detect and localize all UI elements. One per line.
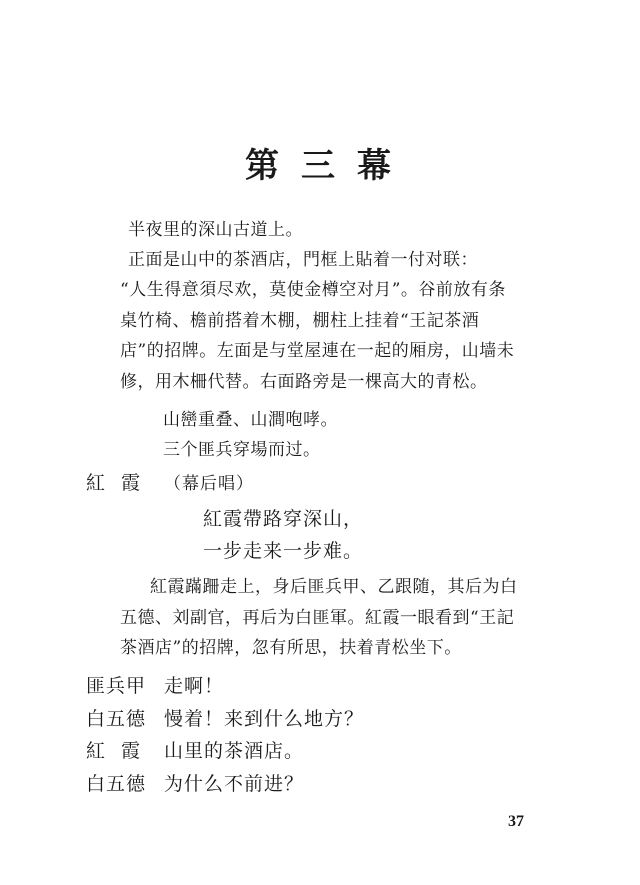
stage-direction-description-first: 正面是山中的茶酒店，門框上貼着一付对联： bbox=[128, 250, 478, 270]
song-cue bbox=[86, 467, 254, 500]
dialogue-line bbox=[86, 703, 364, 735]
stage-direction-soldiers: 三个匪兵穿場而过。 bbox=[163, 440, 321, 460]
speaker-name: 白五德 bbox=[86, 708, 147, 730]
song-tag: （幕后唱） bbox=[164, 474, 255, 494]
sung-line: 紅霞帶路穿深山， bbox=[203, 508, 364, 530]
dialogue-line bbox=[86, 670, 224, 702]
speaker-name: 白五德 bbox=[86, 773, 147, 795]
stage-direction-setting: 半夜里的深山古道上。 bbox=[128, 220, 303, 240]
dialogue-text: 为什么不前进？ bbox=[164, 773, 305, 795]
dialogue-text: 慢着！来到什么地方？ bbox=[164, 708, 365, 730]
dialogue-line bbox=[86, 768, 304, 800]
page-number: 37 bbox=[508, 813, 524, 830]
dialogue-text: 山里的茶酒店。 bbox=[164, 740, 305, 762]
speaker-name: 紅霞 bbox=[86, 472, 157, 494]
stage-direction-action: 紅霞蹣跚走上，身后匪兵甲、乙跟随，其后为白五德、刘副官，再后为白匪軍。紅霞一眼看到“王記茶酒店”的招牌，忽有所思，扶着青松坐下。 bbox=[120, 577, 518, 658]
speaker-name: 匪兵甲 bbox=[86, 675, 147, 697]
sung-line: 一步走来一步难。 bbox=[203, 540, 364, 562]
stage-direction-atmosphere: 山巒重叠、山澗咆哮。 bbox=[163, 410, 338, 430]
dialogue-line bbox=[86, 735, 304, 767]
act-title: 第三幕 bbox=[245, 146, 413, 186]
speaker-name: 紅霞 bbox=[86, 740, 157, 762]
stage-direction-description: “人生得意須尽欢，莫使金樽空对月”。谷前放有条桌竹椅、檐前搭着木棚，棚柱上挂着“王記茶酒店”的招牌。左面是与堂屋連在一起的厢房，山墙未修，用木柵代替。右面路旁是一棵高大的青松。 bbox=[120, 280, 515, 392]
dialogue-text: 走啊！ bbox=[164, 675, 225, 697]
